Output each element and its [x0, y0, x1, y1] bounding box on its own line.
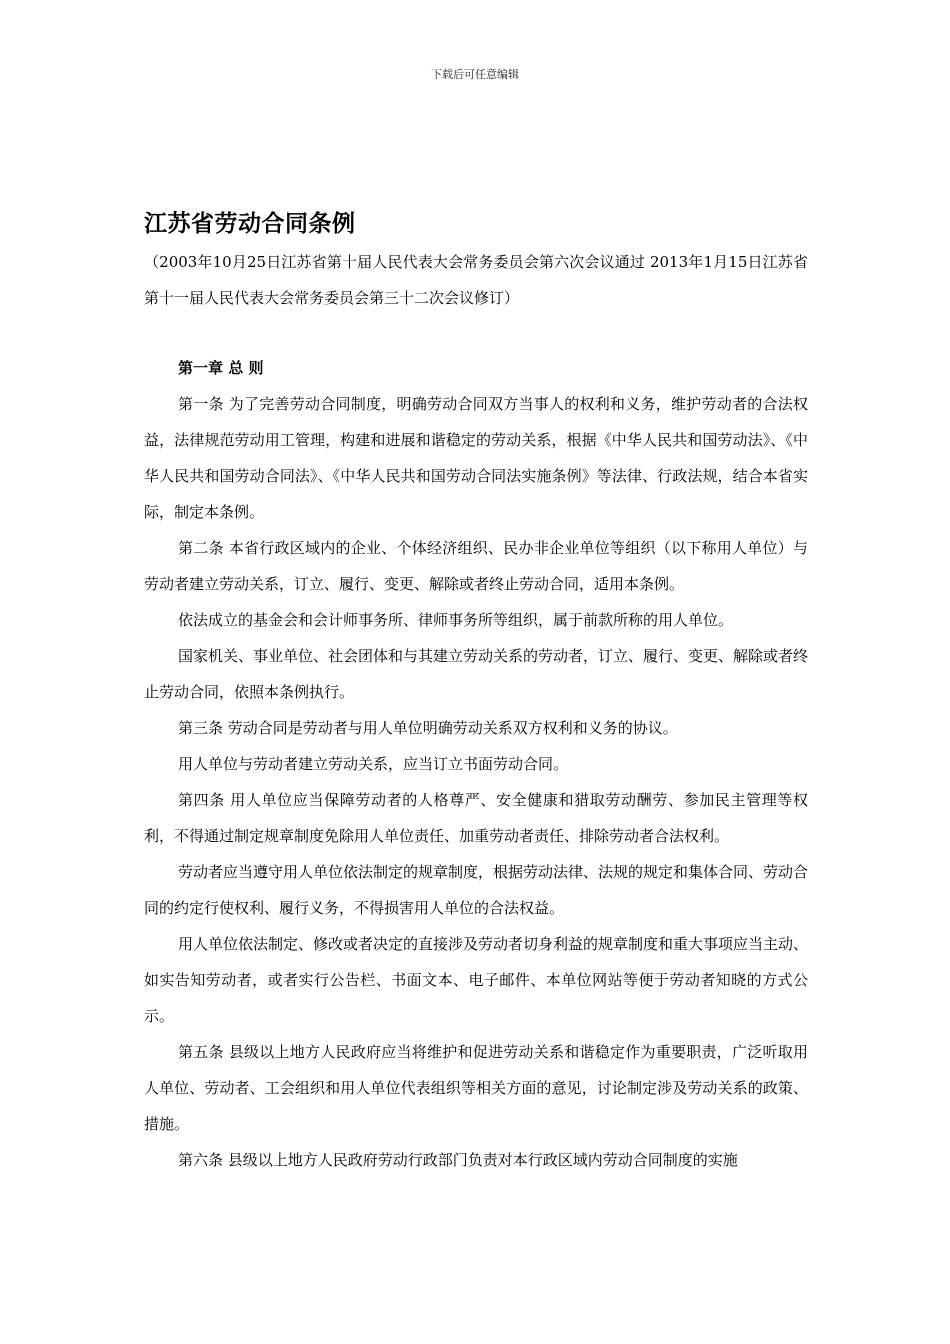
- document-body: [144, 204, 808, 1178]
- paragraph: 劳动者应当遵守用人单位依法制定的规章制度，根据劳动法律、法规的规定和集体合同、劳动合同的约定行使权利、履行义务，不得损害用人单位的合法权益。: [144, 863, 809, 917]
- paragraph: 用人单位与劳动者建立劳动关系，应当订立书面劳动合同。: [178, 755, 569, 773]
- chapter-heading: 第一章 总 则: [178, 359, 264, 377]
- paragraph: 第一条 为了完善劳动合同制度，明确劳动合同双方当事人的权利和义务，维护劳动者的合法权益，法律规范劳动用工管理，构建和进展和谐稳定的劳动关系，根据《中华人民共和国劳动法》、《中华人民共和国劳动合同法》、《中华人民共和国劳动合同法实施条例》等法律、行政法规，结合本省实际，制定本条例。: [144, 395, 808, 521]
- paragraph: 第六条 县级以上地方人民政府劳动行政部门负责对本行政区域内劳动合同制度的实施: [178, 1151, 738, 1169]
- paragraph: 用人单位依法制定、修改或者决定的直接涉及劳动者切身利益的规章制度和重大事项应当主动、如实告知劳动者，或者实行公告栏、书面文本、电子邮件、本单位网站等便于劳动者知晓的方式公示。: [144, 935, 809, 1025]
- paragraph: 国家机关、事业单位、社会团体和与其建立劳动关系的劳动者，订立、履行、变更、解除或者终止劳动合同，依照本条例执行。: [144, 647, 809, 701]
- paragraph: 第二条 本省行政区域内的企业、个体经济组织、民办非企业单位等组织（以下称用人单位）与劳动者建立劳动关系，订立、履行、变更、解除或者终止劳动合同，适用本条例。: [144, 539, 808, 593]
- paragraph: 第四条 用人单位应当保障劳动者的人格尊严、安全健康和猎取劳动酬劳、参加民主管理等权利，不得通过制定规章制度免除用人单位责任、加重劳动者责任、排除劳动者合法权利。: [144, 791, 808, 845]
- paragraph: 第三条 劳动合同是劳动者与用人单位明确劳动关系双方权利和义务的协议。: [178, 719, 678, 737]
- header-note: 下载后可任意编辑: [431, 68, 519, 81]
- paragraph: 第五条 县级以上地方人民政府应当将维护和促进劳动关系和谐稳定作为重要职责，广泛听取用人单位、劳动者、工会组织和用人单位代表组织等相关方面的意见，讨论制定涉及劳动关系的政策、措施。: [144, 1043, 808, 1133]
- paragraph: 依法成立的基金会和会计师事务所、律师事务所等组织，属于前款所称的用人单位。: [178, 611, 734, 629]
- document-title: 江苏省劳动合同条例: [144, 211, 356, 237]
- document-subtitle: （2003年10月25日江苏省第十届人民代表大会常务委员会第六次会议通过 2013年1月15日江苏省第十一届人民代表大会常务委员会第三十二次会议修订）: [144, 253, 808, 307]
